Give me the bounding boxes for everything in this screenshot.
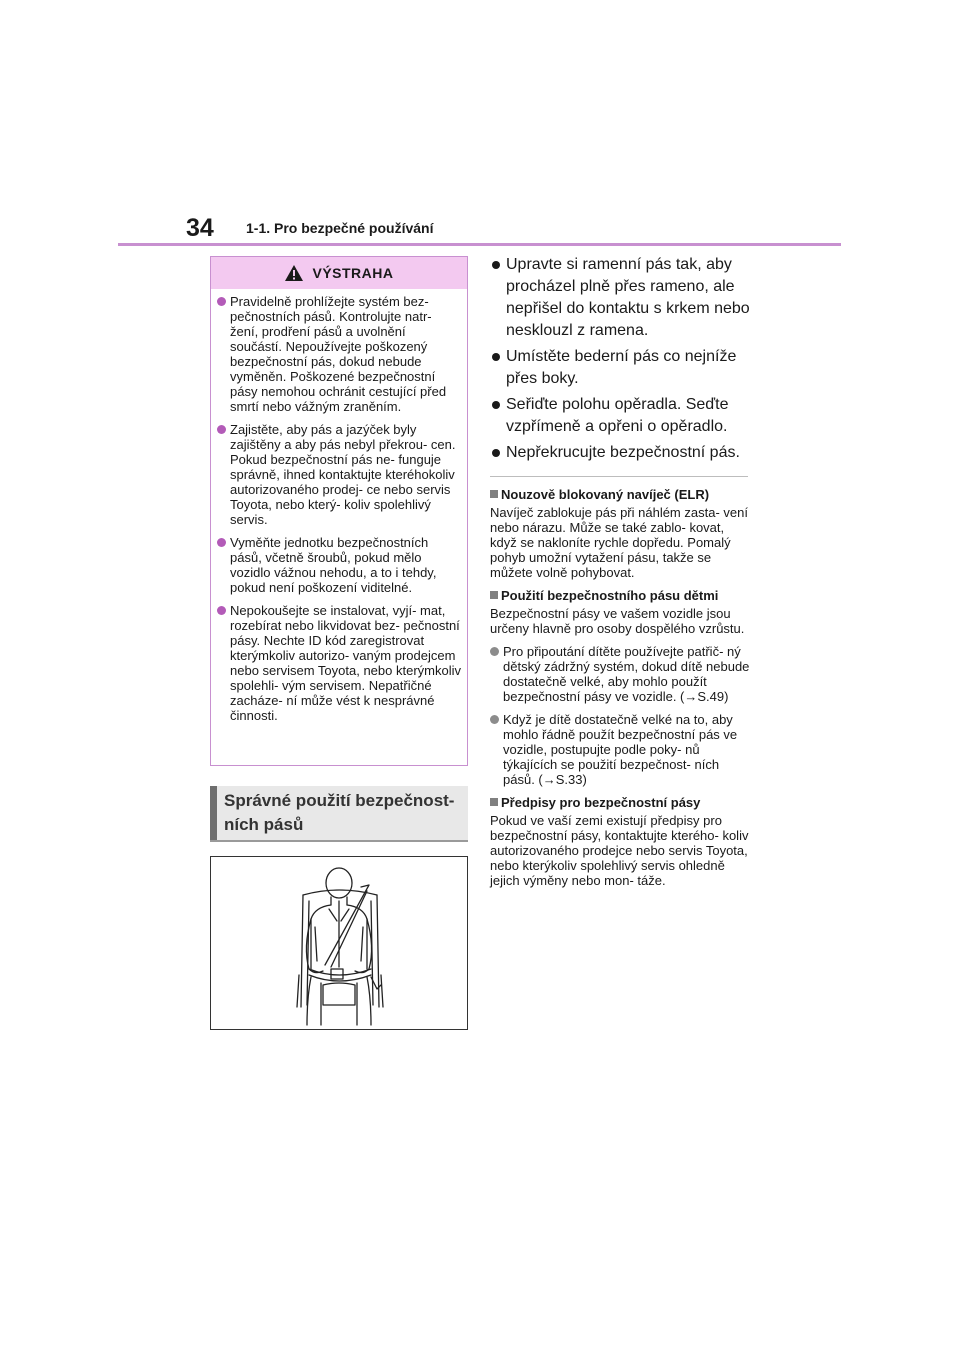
elr-heading-text: Nouzově blokovaný navíječ (ELR): [501, 487, 710, 502]
page-number: 34: [186, 214, 214, 242]
warning-box: [210, 256, 468, 766]
divider: [490, 476, 748, 477]
regulations-heading-text: Předpisy pro bezpečnostní pásy: [501, 795, 701, 810]
list-item-text: Pro připoutání dítěte používejte patřič- ný dětský zádržný systém, dokud dítě nebude dostatečně velké, aby mohlo použít bezpečnostní pásy ve vozidle. (→S.49): [503, 644, 750, 704]
square-bullet-icon: [490, 798, 498, 806]
list-item: [490, 644, 750, 704]
warning-title: VÝSTRAHA: [312, 265, 394, 281]
warning-item-text: Pravidelně prohlížejte systém bez- pečnostních pásů. Kontrolujte natr- žení, prodření pásů a uvolnění součástí. Nepoužívejte poškozený bezpečnostní pás, dokud nebude vyměněn. Poškozené bezpečnostní pásy nemohou ochránit cestující před smrtí nebo vážným zraněním.: [230, 294, 447, 414]
seated-person-illustration: [211, 857, 467, 1029]
section-bar: [210, 786, 217, 840]
list-item: [490, 254, 750, 342]
warning-item: [217, 294, 461, 414]
children-heading-text: Použití bezpečnostního pásu dětmi: [501, 588, 719, 603]
bullet-dot-icon: [492, 353, 500, 361]
bullet-dot-icon: [217, 538, 226, 547]
warning-header: [211, 257, 467, 289]
section-title: Správné použití bezpečnost- ních pásů: [224, 791, 455, 834]
list-item-text: Když je dítě dostatečně velké na to, aby mohlo řádně použít bezpečnostní pás ve vozidle, postupujte podle poky- nů týkajících se použití bezpečnost- ních pásů. (→S.33): [503, 712, 738, 787]
bullet-dot-icon: [217, 297, 226, 306]
bullet-dot-icon: [492, 261, 500, 269]
regulations-text: Pokud ve vaší zemi existují předpisy pro bezpečnostní pásy, kontaktujte kterého- koliv autorizovaného prodejce nebo servis Toyota, nebo kterýkoliv spolehlivý servis ohledně jejich výměny nebo mon- táže.: [490, 813, 749, 888]
square-bullet-icon: [490, 490, 498, 498]
list-item: [490, 346, 750, 390]
bullet-dot-icon: [492, 449, 500, 457]
list-item-text: Umístěte bederní pás co nejníže přes boky.: [506, 348, 737, 387]
children-text: Bezpečnostní pásy ve vašem vozidle jsou určeny hlavně pro osoby dospělého vzrůstu.: [490, 606, 745, 636]
warning-item: [217, 422, 461, 527]
list-item: [490, 712, 750, 787]
warning-item: [217, 603, 461, 723]
seatbelt-illustration: [210, 856, 468, 1030]
list-item-text: Nepřekrucujte bezpečnostní pás.: [506, 444, 740, 461]
right-column: [490, 254, 750, 896]
header-rule: [118, 243, 841, 246]
square-bullet-icon: [490, 591, 498, 599]
bullet-dot-icon: [490, 715, 499, 724]
bullet-dot-icon: [217, 606, 226, 615]
children-heading: [490, 588, 750, 603]
list-item: [490, 442, 750, 464]
chapter-title: 1-1. Pro bezpečné používání: [246, 220, 434, 236]
bullet-dot-icon: [217, 425, 226, 434]
warning-item-text: Zajistěte, aby pás a jazýček byly zajištěny a aby pás nebyl překrou- cen. Pokud bezpečnostní pás ne- funguje správně, ihned kontaktujte kteréhokoliv autorizovaného prodej- ce nebo servis Toyota, nebo který- koliv spolehlivý servis.: [230, 422, 456, 527]
warning-item: [217, 535, 461, 595]
regulations-heading: [490, 795, 750, 810]
warning-item-text: Vyměňte jednotku bezpečnostních pásů, včetně šroubů, pokud mělo vozidlo vážnou nehodu, a to i tehdy, pokud není poškození viditelné.: [230, 535, 437, 595]
warning-item-text: Nepokoušejte se instalovat, vyjí- mat, rozebírat nebo likvidovat bez- pečnostní pásy. Nechte ID kód zaregistrovat kterýmkoliv autorizo- vaným prodejcem nebo servisem Toyota, nebo kterýmkoliv spolehli- vým servisem. Nepatřičné zacháze- ní může vést k nesprávné činnosti.: [230, 603, 461, 723]
bullet-dot-icon: [492, 401, 500, 409]
elr-text: Navíječ zablokuje pás při náhlém zasta- vení nebo nárazu. Může se také zablo- kovat, když se nakloníte rychle dopředu. Pomalý pohyb umožní vytažení pásu, takže se můžete volně pohybovat.: [490, 505, 748, 580]
bullet-dot-icon: [490, 647, 499, 656]
list-item-text: Seřiďte polohu opěradla. Seďte vzpřímeně a opřeni o opěradlo.: [506, 396, 729, 435]
list-item-text: Upravte si ramenní pás tak, aby procházel plně přes rameno, ale nepřišel do kontaktu s krkem nebo nesklouzl z ramena.: [506, 256, 750, 339]
warning-triangle-icon: [284, 264, 304, 282]
elr-heading: [490, 487, 750, 502]
section-heading: [210, 786, 468, 842]
warning-body: [211, 289, 467, 723]
list-item: [490, 394, 750, 438]
